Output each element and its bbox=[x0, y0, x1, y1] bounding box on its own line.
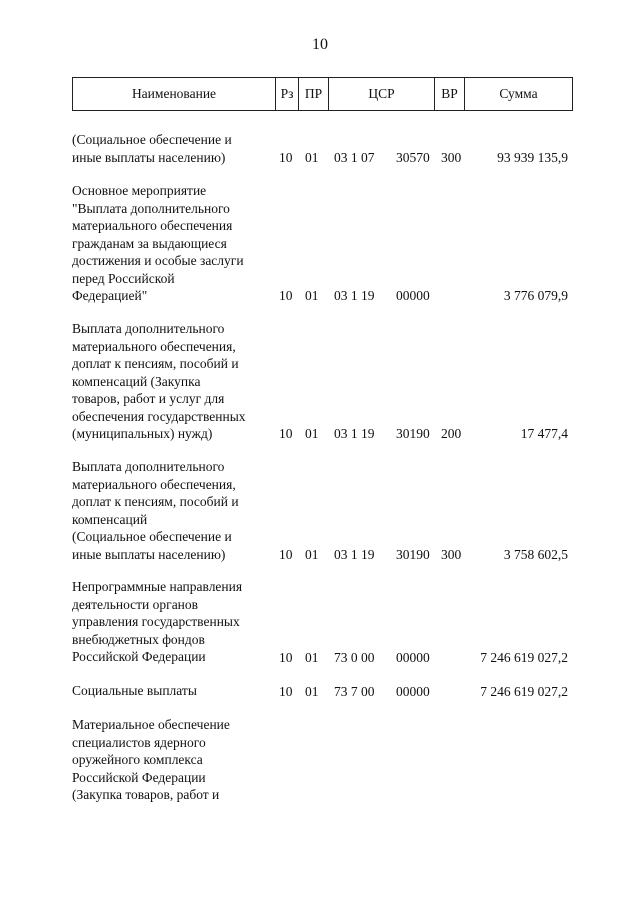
row-name: Непрограммные направления деятельности органов управления государственных внебюджетных фондов Российской Федерации bbox=[72, 579, 243, 664]
row-pr: 01 bbox=[305, 287, 319, 303]
header-rz: Рз bbox=[276, 78, 299, 111]
row-csr-code: 30570 bbox=[396, 149, 430, 165]
row-sum: 7 246 619 027,2 bbox=[480, 683, 568, 699]
row-pr: 01 bbox=[305, 546, 319, 562]
row-csr: 73 7 00 bbox=[334, 683, 375, 699]
row-rz: 10 bbox=[279, 649, 293, 665]
table-header bbox=[72, 77, 573, 111]
row-pr: 01 bbox=[305, 649, 319, 665]
table-row bbox=[0, 320, 640, 442]
row-pr: 01 bbox=[305, 425, 319, 441]
row-sum: 3 776 079,9 bbox=[503, 287, 568, 303]
row-csr-code: 00000 bbox=[396, 683, 430, 699]
header-name: Наименование bbox=[73, 78, 276, 111]
row-vr: 200 bbox=[441, 425, 462, 441]
row-name: Выплата дополнительного материального обеспечения, доплат к пенсиям, пособий и компенсаций (Социальное обеспечение и иные выплаты населению) bbox=[72, 459, 239, 562]
table-row bbox=[0, 182, 640, 304]
row-csr: 03 1 19 bbox=[334, 546, 375, 562]
row-csr: 73 0 00 bbox=[334, 649, 375, 665]
header-pr: ПР bbox=[299, 78, 329, 111]
row-sum: 7 246 619 027,2 bbox=[480, 649, 568, 665]
row-vr: 300 bbox=[441, 149, 462, 165]
row-pr: 01 bbox=[305, 683, 319, 699]
table-row bbox=[0, 682, 640, 700]
table-row bbox=[0, 578, 640, 666]
table-row bbox=[0, 716, 640, 804]
row-pr: 01 bbox=[305, 149, 319, 165]
row-name: Социальные выплаты bbox=[72, 683, 197, 698]
row-rz: 10 bbox=[279, 425, 293, 441]
row-sum: 3 758 602,5 bbox=[503, 546, 568, 562]
header-vr: ВР bbox=[435, 78, 465, 111]
row-sum: 93 939 135,9 bbox=[497, 149, 568, 165]
row-name: Выплата дополнительного материального обеспечения, доплат к пенсиям, пособий и компенсаций (Закупка товаров, работ и услуг для обеспечения государственных (муниципальных) нужд) bbox=[72, 321, 246, 441]
row-name: Основное мероприятие "Выплата дополнительного материального обеспечения гражданам за выдающиеся достижения и особые заслуги перед Российской Федерацией" bbox=[72, 183, 244, 303]
row-rz: 10 bbox=[279, 683, 293, 699]
row-sum: 17 477,4 bbox=[520, 425, 568, 441]
row-rz: 10 bbox=[279, 546, 293, 562]
page-number: 10 bbox=[312, 36, 328, 53]
row-csr: 03 1 19 bbox=[334, 425, 375, 441]
row-csr: 03 1 07 bbox=[334, 149, 375, 165]
table-row bbox=[0, 458, 640, 563]
header-sum: Сумма bbox=[465, 78, 573, 111]
row-csr: 03 1 19 bbox=[334, 287, 375, 303]
table-row bbox=[0, 131, 640, 166]
row-csr-code: 30190 bbox=[396, 425, 430, 441]
header-csr: ЦСР bbox=[329, 78, 435, 111]
row-csr-code: 00000 bbox=[396, 649, 430, 665]
row-rz: 10 bbox=[279, 149, 293, 165]
row-vr: 300 bbox=[441, 546, 462, 562]
row-csr-code: 30190 bbox=[396, 546, 430, 562]
row-name: Материальное обеспечение специалистов ядерного оружейного комплекса Российской Федерации (Закупка товаров, работ и bbox=[72, 717, 230, 802]
row-csr-code: 00000 bbox=[396, 287, 430, 303]
row-rz: 10 bbox=[279, 287, 293, 303]
row-name: (Социальное обеспечение и иные выплаты населению) bbox=[72, 132, 232, 165]
